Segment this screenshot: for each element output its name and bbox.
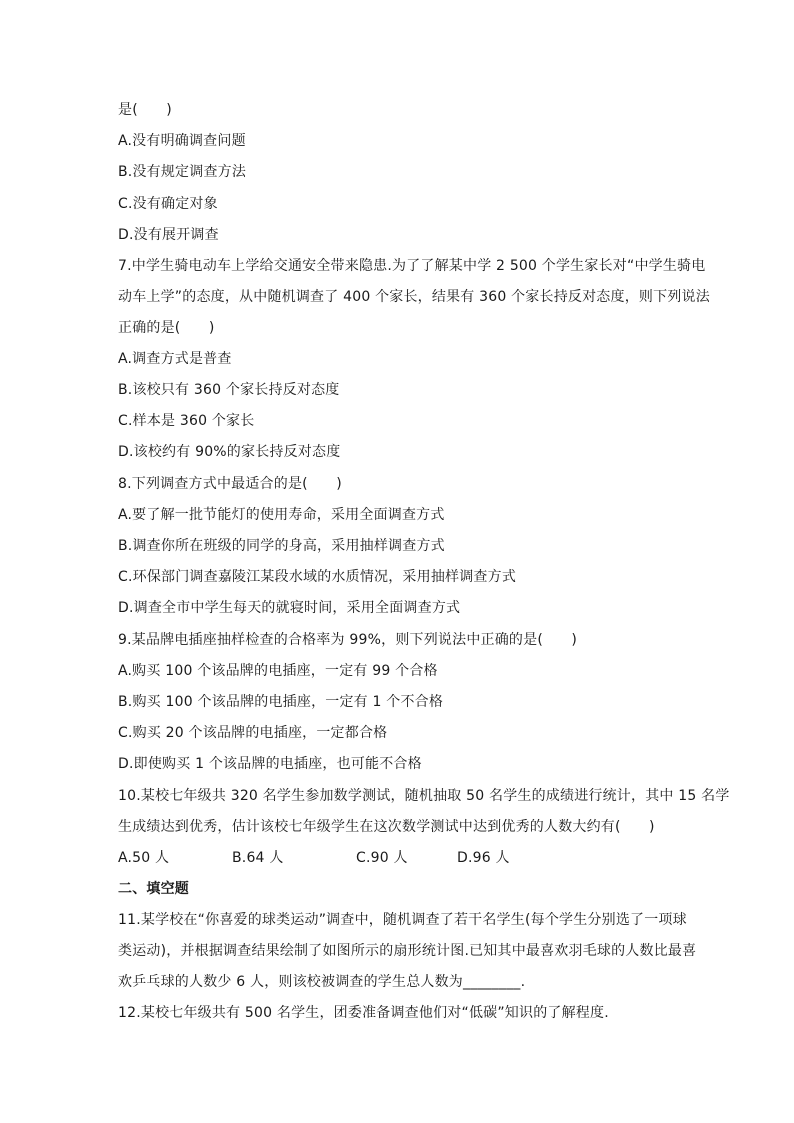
q11-stem-line-3: 欢乒乓球的人数少 6 人，则该校被调查的学生总人数为________. <box>118 974 526 990</box>
q9-option-d: D.即使购买 1 个该品牌的电插座，也可能不合格 <box>118 756 422 772</box>
q7-option-c: C.样本是 360 个家长 <box>118 413 255 429</box>
q12-stem: 12.某校七年级共有 500 名学生，团委准备调查他们对“低碳”知识的了解程度. <box>118 1005 609 1021</box>
q7-option-b: B.该校只有 360 个家长持反对态度 <box>118 382 340 398</box>
q10-option-d: D.96 人 <box>457 850 510 866</box>
q9-stem: 9.某品牌电插座抽样检查的合格率为 99%，则下列说法中正确的是( ) <box>118 632 578 648</box>
q10-stem-line-2: 生成绩达到优秀，估计该校七年级学生在这次数学测试中达到优秀的人数大约有( ) <box>118 819 655 835</box>
q10-option-b: B.64 人 <box>232 850 284 866</box>
q8-stem: 8.下列调查方式中最适合的是( ) <box>118 476 342 492</box>
q10-option-c: C.90 人 <box>356 850 408 866</box>
q6-option-b: B.没有规定调查方法 <box>118 164 247 180</box>
q8-option-a: A.要了解一批节能灯的使用寿命，采用全面调查方式 <box>118 507 445 523</box>
q8-option-c: C.环保部门调查嘉陵江某段水域的水质情况，采用抽样调查方式 <box>118 569 517 585</box>
q7-option-a: A.调查方式是普查 <box>118 351 232 367</box>
q6-option-a: A.没有明确调查问题 <box>118 133 246 149</box>
section-heading-fill-in: 二、填空题 <box>118 881 189 897</box>
q6-option-d: D.没有展开调查 <box>118 227 219 243</box>
q11-stem-line-1: 11.某学校在“你喜爱的球类运动”调查中，随机调查了若干名学生(每个学生分别选了一项球 <box>118 912 687 928</box>
q7-option-d: D.该校约有 90%的家长持反对态度 <box>118 444 341 460</box>
q7-stem-line-3: 正确的是( ) <box>118 320 215 336</box>
q7-stem-line-1: 7.中学生骑电动车上学给交通安全带来隐患.为了了解某中学 2 500 个学生家长对“中学生骑电 <box>118 258 706 274</box>
q10-stem-line-1: 10.某校七年级共 320 名学生参加数学测试，随机抽取 50 名学生的成绩进行统计，其中 15 名学 <box>118 788 730 804</box>
q9-option-b: B.购买 100 个该品牌的电插座，一定有 1 个不合格 <box>118 694 444 710</box>
q9-option-c: C.购买 20 个该品牌的电插座，一定都合格 <box>118 725 388 741</box>
q6-option-c: C.没有确定对象 <box>118 196 218 212</box>
q11-stem-line-2: 类运动)，并根据调查结果绘制了如图所示的扇形统计图.已知其中最喜欢羽毛球的人数比最喜 <box>118 943 697 959</box>
q8-option-d: D.调查全市中学生每天的就寝时间，采用全面调查方式 <box>118 600 461 616</box>
q8-option-b: B.调查你所在班级的同学的身高，采用抽样调查方式 <box>118 538 445 554</box>
q9-option-a: A.购买 100 个该品牌的电插座，一定有 99 个合格 <box>118 663 438 679</box>
q10-option-a: A.50 人 <box>118 850 170 866</box>
q7-stem-line-2: 动车上学”的态度，从中随机调查了 400 个家长，结果有 360 个家长持反对态度，则下列说法 <box>118 289 710 305</box>
q6-stem-tail: 是( ) <box>118 102 172 118</box>
